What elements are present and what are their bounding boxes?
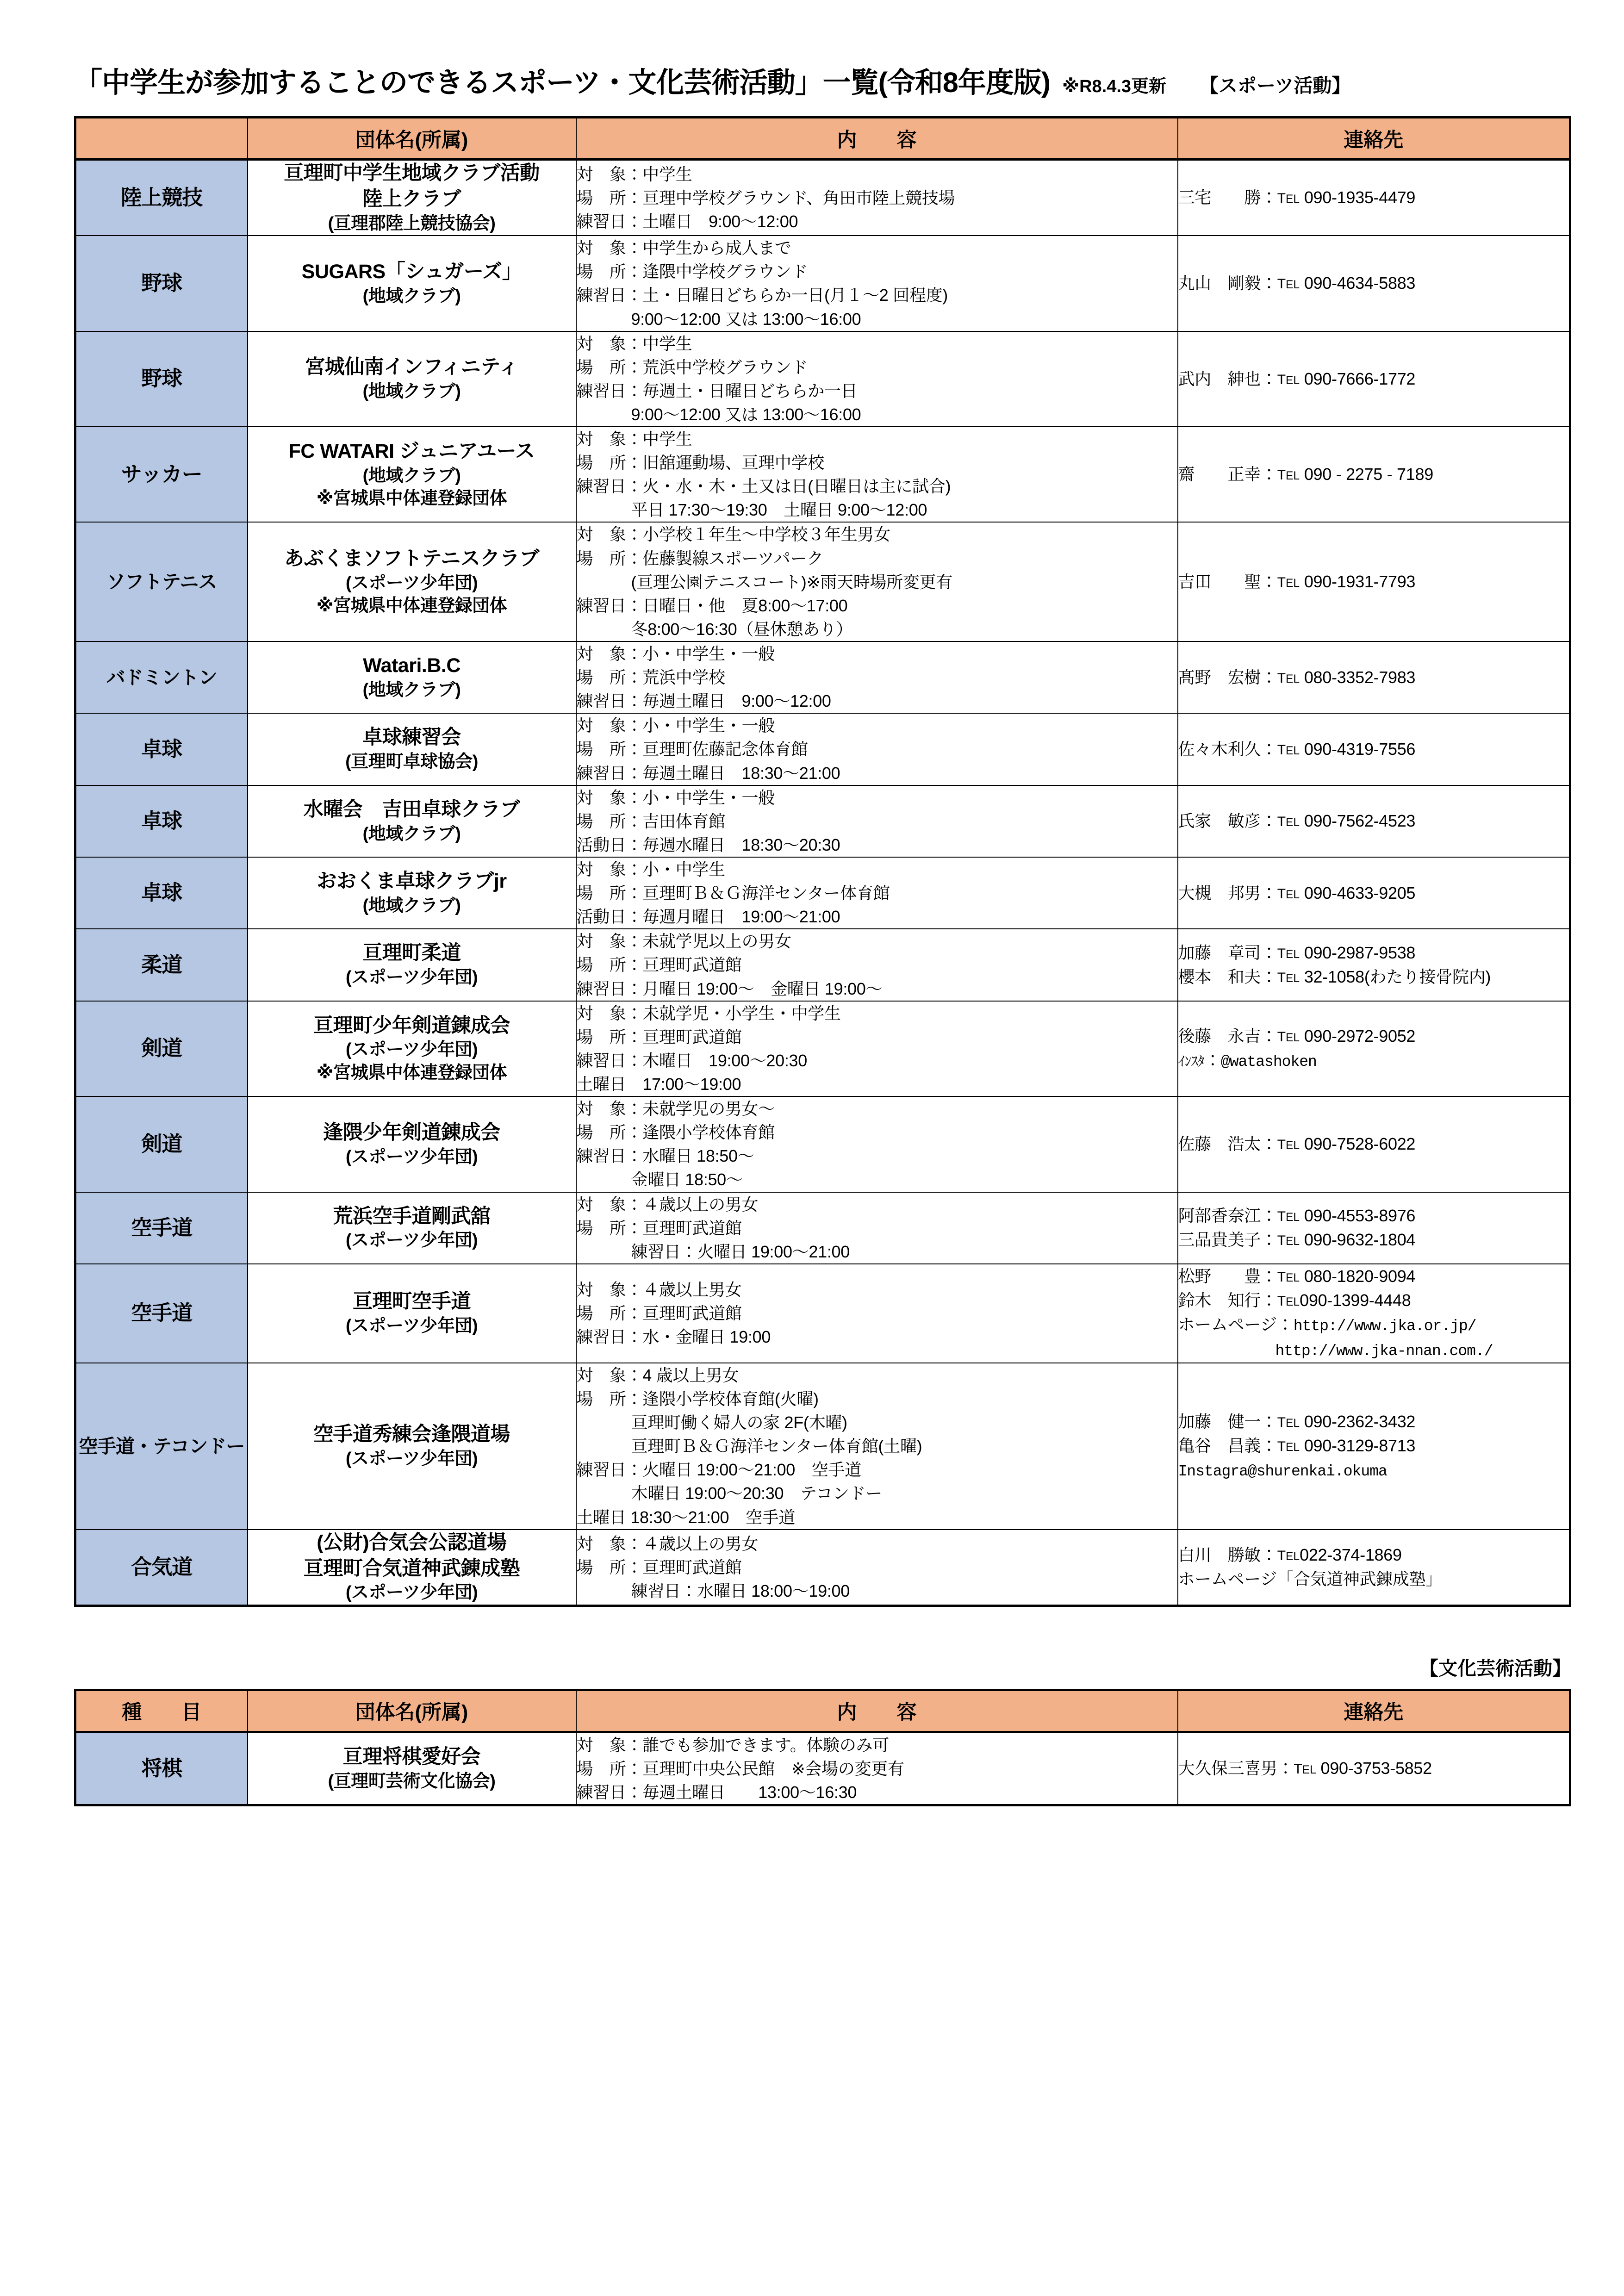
sports-table-body xyxy=(75,160,1570,1606)
cell-content: 対 象：小学校１年生～中学校３年生男女 場 所：佐藤製線スポーツパーク (亘理公園テニスコート)※雨天時場所変更有 練習日：日曜日・他 夏8:00～17:00 冬8:00～16:30（昼休憩あり） xyxy=(576,522,1178,641)
cell-contact: 氏家 敏彦：TEL 090-7562-4523 xyxy=(1178,785,1570,857)
cell-contact: 加藤 章司：TEL 090-2987-9538 櫻本 和夫：TEL 32-1058(わたり接骨院内) xyxy=(1178,929,1570,1001)
header-content: 内 容 xyxy=(576,118,1178,160)
cell-group-name: 亘理町中学生地域クラブ活動 陸上クラブ (亘理郡陸上競技協会) xyxy=(248,160,576,236)
table-row xyxy=(75,160,1570,236)
cell-content: 対 象：中学生 場 所：旧舘運動場、亘理中学校 練習日：火・水・木・土又は日(日曜日は主に試合) 平日 17:30～19:30 土曜日 9:00～12:00 xyxy=(576,427,1178,522)
cell-content: 対 象：４歳以上男女 場 所：亘理町武道館 練習日：水・金曜日 19:00 xyxy=(576,1264,1178,1363)
cell-content: 対 象：未就学児の男女～ 場 所：逢隈小学校体育館 練習日：水曜日 18:50～ 金曜日 18:50～ xyxy=(576,1096,1178,1192)
cell-group-name: (公財)合気会公認道場 亘理町合気道神武錬成塾 (スポーツ少年団) xyxy=(248,1530,576,1606)
cell-contact: 大槻 邦男：TEL 090-4633-9205 xyxy=(1178,857,1570,929)
table-row xyxy=(75,522,1570,641)
update-note: ※R8.4.3更新 xyxy=(1062,77,1167,96)
cell-group-name: 宮城仙南インフィニティ (地域クラブ) xyxy=(248,331,576,427)
header-contact: 連絡先 xyxy=(1178,1690,1570,1732)
cell-kind: 卓球 xyxy=(75,713,248,785)
document-title-row xyxy=(74,60,1573,100)
culture-table-body xyxy=(75,1732,1570,1805)
table-row xyxy=(75,1192,1570,1264)
table-row xyxy=(75,1096,1570,1192)
cell-contact: 後藤 永吉：TEL 090-2972-9052 ｲﾝｽﾀ：@watashoken xyxy=(1178,1001,1570,1096)
table-row xyxy=(75,427,1570,522)
cell-group-name: 亘理町少年剣道錬成会 (スポーツ少年団) ※宮城県中体連登録団体 xyxy=(248,1001,576,1096)
cell-kind: 野球 xyxy=(75,331,248,427)
cell-group-name: 水曜会 吉田卓球クラブ (地域クラブ) xyxy=(248,785,576,857)
table-row xyxy=(75,236,1570,331)
cell-content: 対 象：４歳以上の男女 場 所：亘理町武道館 練習日：水曜日 18:00～19:00 xyxy=(576,1530,1178,1606)
table-row xyxy=(75,1732,1570,1805)
table-row xyxy=(75,713,1570,785)
table-row xyxy=(75,1363,1570,1530)
cell-content: 対 象：４歳以上の男女 場 所：亘理町武道館 練習日：火曜日 19:00～21:00 xyxy=(576,1192,1178,1264)
cell-group-name: 空手道秀練会逢隈道場 (スポーツ少年団) xyxy=(248,1363,576,1530)
cell-kind: 合気道 xyxy=(75,1530,248,1606)
culture-table-header-row xyxy=(75,1690,1570,1732)
cell-content: 対 象：小・中学生・一般 場 所：亘理町佐藤記念体育館 練習日：毎週土曜日 18:30～21:00 xyxy=(576,713,1178,785)
cell-kind: ソフトテニス xyxy=(75,522,248,641)
table-row xyxy=(75,1001,1570,1096)
cell-content: 対 象：4 歳以上男女 場 所：逢隈小学校体育館(火曜) 亘理町働く婦人の家 2F(木曜) 亘理町Ｂ＆Ｇ海洋センター体育館(土曜) 練習日：火曜日 19:00～21:00 空手道 木曜日 19:00～20:30 テコンドー 土曜日 18:30～21:00 空手道 xyxy=(576,1363,1178,1530)
culture-section xyxy=(74,1653,1573,1806)
cell-group-name: 荒浜空手道剛武舘 (スポーツ少年団) xyxy=(248,1192,576,1264)
cell-contact: 吉田 聖：TEL 090-1931-7793 xyxy=(1178,522,1570,641)
cell-group-name: 亘理町柔道 (スポーツ少年団) xyxy=(248,929,576,1001)
cell-content: 対 象：中学生 場 所：荒浜中学校グラウンド 練習日：毎週土・日曜日どちらか一日 9:00～12:00 又は 13:00～16:00 xyxy=(576,331,1178,427)
table-row xyxy=(75,1264,1570,1363)
cell-kind: 陸上競技 xyxy=(75,160,248,236)
table-row xyxy=(75,641,1570,713)
cell-group-name: 卓球練習会 (亘理町卓球協会) xyxy=(248,713,576,785)
cell-kind: 柔道 xyxy=(75,929,248,1001)
culture-section-tag: 【文化芸術活動】 xyxy=(1419,1657,1571,1679)
page-title: 「中学生が参加することのできるスポーツ・文化芸術活動」一覧(令和8年度版) xyxy=(74,67,1051,98)
cell-kind: 卓球 xyxy=(75,857,248,929)
cell-content: 対 象：未就学児・小学生・中学生 場 所：亘理町武道館 練習日：木曜日 19:00～20:30 土曜日 17:00～19:00 xyxy=(576,1001,1178,1096)
table-row xyxy=(75,331,1570,427)
cell-content: 対 象：誰でも参加できます。体験のみ可 場 所：亘理町中央公民館 ※会場の変更有 練習日：毎週土曜日 13:00～16:30 xyxy=(576,1732,1178,1805)
cell-contact: 齋 正幸：TEL 090 - 2275 - 7189 xyxy=(1178,427,1570,522)
cell-group-name: Watari.B.C (地域クラブ) xyxy=(248,641,576,713)
culture-activities-table xyxy=(74,1689,1571,1806)
header-contact: 連絡先 xyxy=(1178,118,1570,160)
sports-section-tag: 【スポーツ活動】 xyxy=(1200,75,1351,96)
cell-content: 対 象：小・中学生・一般 場 所：吉田体育館 活動日：毎週水曜日 18:30～20:30 xyxy=(576,785,1178,857)
table-row xyxy=(75,1530,1570,1606)
cell-group-name: 亘理将棋愛好会 (亘理町芸術文化協会) xyxy=(248,1732,576,1805)
cell-contact: 白川 勝敏：TEL022-374-1869 ホームページ「合気道神武錬成塾」 xyxy=(1178,1530,1570,1606)
table-row xyxy=(75,929,1570,1001)
cell-content: 対 象：中学生 場 所：亘理中学校グラウンド、角田市陸上競技場 練習日：土曜日 9:00～12:00 xyxy=(576,160,1178,236)
header-kind: 種 目 xyxy=(75,1690,248,1732)
header-group-name: 団体名(所属) xyxy=(248,1690,576,1732)
header-kind xyxy=(75,118,248,160)
cell-content: 対 象：小・中学生・一般 場 所：荒浜中学校 練習日：毎週土曜日 9:00～12:00 xyxy=(576,641,1178,713)
cell-contact: 武内 紳也：TEL 090-7666-1772 xyxy=(1178,331,1570,427)
cell-group-name: 逢隈少年剣道錬成会 (スポーツ少年団) xyxy=(248,1096,576,1192)
cell-contact: 佐藤 浩太：TEL 090-7528-6022 xyxy=(1178,1096,1570,1192)
cell-content: 対 象：中学生から成人まで 場 所：逢隈中学校グラウンド 練習日：土・日曜日どちらか一日(月１～2 回程度) 9:00～12:00 又は 13:00～16:00 xyxy=(576,236,1178,331)
cell-kind: 卓球 xyxy=(75,785,248,857)
cell-contact: 加藤 健一：TEL 090-2362-3432 亀谷 昌義：TEL 090-3129-8713 Instagra@shurenkai.okuma xyxy=(1178,1363,1570,1530)
header-group-name: 団体名(所属) xyxy=(248,118,576,160)
cell-group-name: SUGARS「シュガーズ」 (地域クラブ) xyxy=(248,236,576,331)
cell-group-name: FC WATARI ジュニアユース (地域クラブ) ※宮城県中体連登録団体 xyxy=(248,427,576,522)
cell-kind: 空手道 xyxy=(75,1192,248,1264)
table-row xyxy=(75,785,1570,857)
table-row xyxy=(75,857,1570,929)
cell-contact: 髙野 宏樹：TEL 080-3352-7983 xyxy=(1178,641,1570,713)
cell-kind: サッカー xyxy=(75,427,248,522)
cell-contact: 松野 豊：TEL 080-1820-9094 鈴木 知行：TEL090-1399-4448 ホームページ：http://www.jka.or.jp/ http://www.jka-nnan.com./ xyxy=(1178,1264,1570,1363)
cell-kind: 剣道 xyxy=(75,1096,248,1192)
header-content: 内 容 xyxy=(576,1690,1178,1732)
cell-kind: 空手道 xyxy=(75,1264,248,1363)
sports-activities-table xyxy=(74,116,1571,1607)
table-header-row xyxy=(75,118,1570,160)
cell-kind: 空手道・テコンドー xyxy=(75,1363,248,1530)
cell-contact: 佐々木利久：TEL 090-4319-7556 xyxy=(1178,713,1570,785)
cell-kind: 剣道 xyxy=(75,1001,248,1096)
cell-contact: 大久保三喜男：TEL 090-3753-5852 xyxy=(1178,1732,1570,1805)
cell-content: 対 象：小・中学生 場 所：亘理町Ｂ＆Ｇ海洋センター体育館 活動日：毎週月曜日 19:00～21:00 xyxy=(576,857,1178,929)
cell-group-name: あぶくまソフトテニスクラブ (スポーツ少年団) ※宮城県中体連登録団体 xyxy=(248,522,576,641)
cell-contact: 丸山 剛毅：TEL 090-4634-5883 xyxy=(1178,236,1570,331)
cell-group-name: 亘理町空手道 (スポーツ少年団) xyxy=(248,1264,576,1363)
cell-contact: 三宅 勝：TEL 090-1935-4479 xyxy=(1178,160,1570,236)
cell-contact: 阿部香奈江：TEL 090-4553-8976 三品貴美子：TEL 090-9632-1804 xyxy=(1178,1192,1570,1264)
cell-group-name: おおくま卓球クラブjr (地域クラブ) xyxy=(248,857,576,929)
cell-kind: 野球 xyxy=(75,236,248,331)
cell-kind: 将棋 xyxy=(75,1732,248,1805)
cell-content: 対 象：未就学児以上の男女 場 所：亘理町武道館 練習日：月曜日 19:00～ 金曜日 19:00～ xyxy=(576,929,1178,1001)
cell-kind: バドミントン xyxy=(75,641,248,713)
